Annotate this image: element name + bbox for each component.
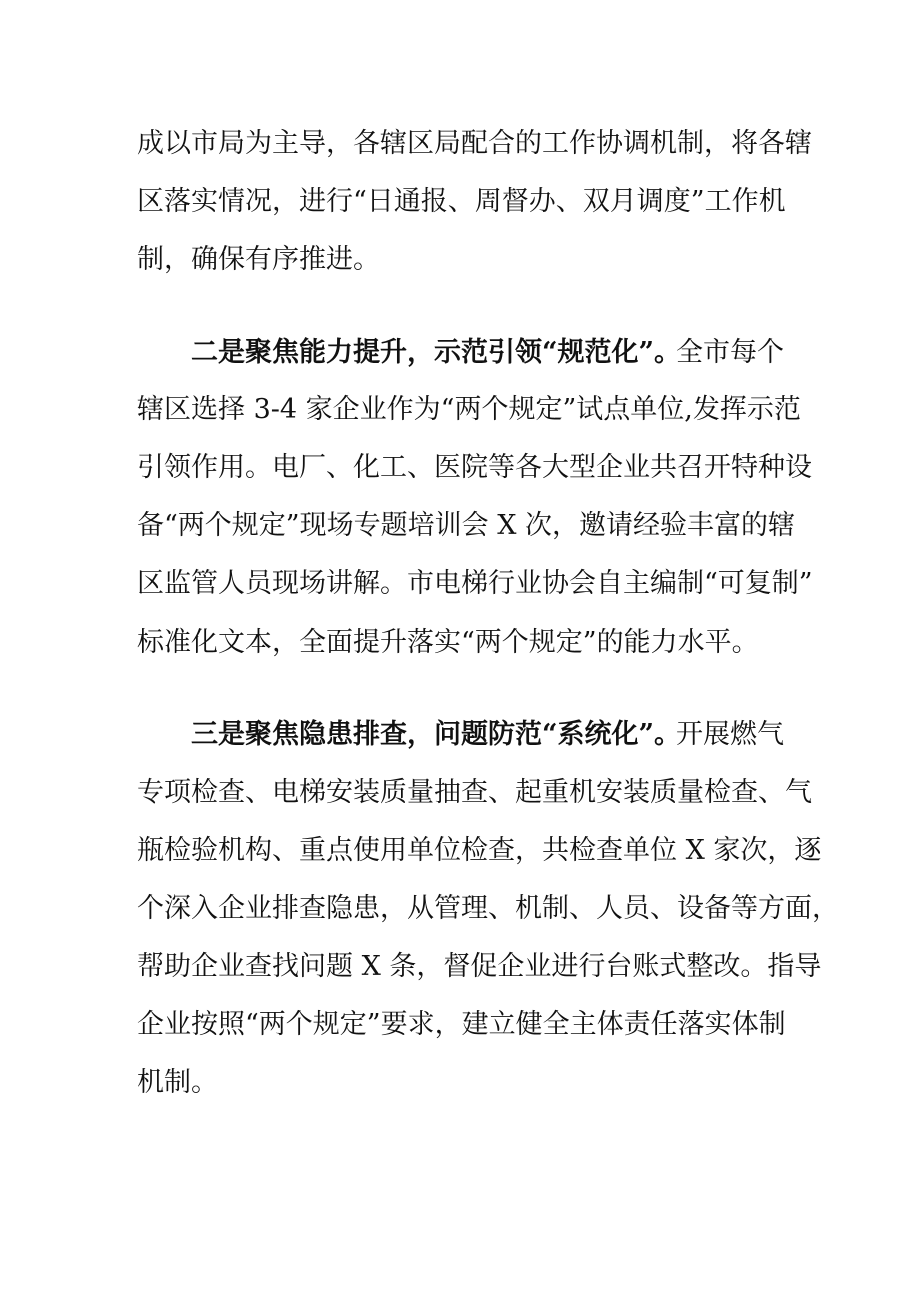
paragraph-3-line-2 [0, 773, 920, 813]
paragraph-2-line-6 [0, 623, 920, 663]
body-text: 区监管人员现场讲解。市电梯行业协会自主编制“可复制” [137, 568, 813, 599]
paragraph-3-heading: 三是聚焦隐患排查，问题防范“系统化”。 [191, 719, 682, 750]
paragraph-2-line-5 [0, 564, 920, 604]
body-text: 个深入企业排查隐患，从管理、机制、人员、设备等方面， [137, 893, 839, 924]
paragraph-3-line-4 [0, 889, 920, 929]
body-text: 专项检查、电梯安装质量抽查、起重机安装质量检查、气 [137, 777, 812, 808]
paragraph-3-line-3 [0, 831, 920, 871]
body-text: 引领作用。电厂、化工、医院等各大型企业共召开特种设 [137, 452, 812, 483]
body-text: 备“两个规定”现场专题培训会 X 次，邀请经验丰富的辖 [137, 510, 795, 541]
paragraph-2-line-3 [0, 448, 920, 488]
body-text: 瓶检验机构、重点使用单位检查，共检查单位 X 家次，逐 [137, 835, 822, 866]
body-text: 全市每个 [676, 337, 784, 368]
body-text: 区落实情况，进行“日通报、周督办、双月调度”工作机 [137, 186, 786, 217]
paragraph-1-line-1 [0, 124, 920, 164]
body-text: 制，确保有序推进。 [137, 244, 380, 275]
paragraph-1-line-3 [0, 240, 920, 280]
paragraph-3-line-6 [0, 1005, 920, 1045]
body-text: 成以市局为主导，各辖区局配合的工作协调机制，将各辖 [137, 128, 812, 159]
paragraph-3-line-7 [0, 1063, 920, 1103]
paragraph-2-line-1 [0, 333, 920, 373]
paragraph-2-heading: 二是聚焦能力提升，示范引领“规范化”。 [191, 337, 682, 368]
paragraph-3-line-5 [0, 947, 920, 987]
paragraph-2-line-2 [0, 390, 920, 430]
body-text: 标准化文本，全面提升落实“两个规定”的能力水平。 [137, 627, 759, 658]
paragraph-3-line-1 [0, 715, 920, 755]
body-text: 辖区选择 3-4 家企业作为“两个规定”试点单位,发挥示范 [137, 394, 801, 425]
paragraph-1-line-2 [0, 182, 920, 222]
body-text: 企业按照“两个规定”要求，建立健全主体责任落实体制 [137, 1009, 786, 1040]
body-text: 帮助企业查找问题 X 条，督促企业进行台账式整改。指导 [137, 951, 822, 982]
paragraph-2-line-4 [0, 506, 920, 546]
body-text: 机制。 [137, 1067, 218, 1098]
body-text: 开展燃气 [676, 719, 784, 750]
